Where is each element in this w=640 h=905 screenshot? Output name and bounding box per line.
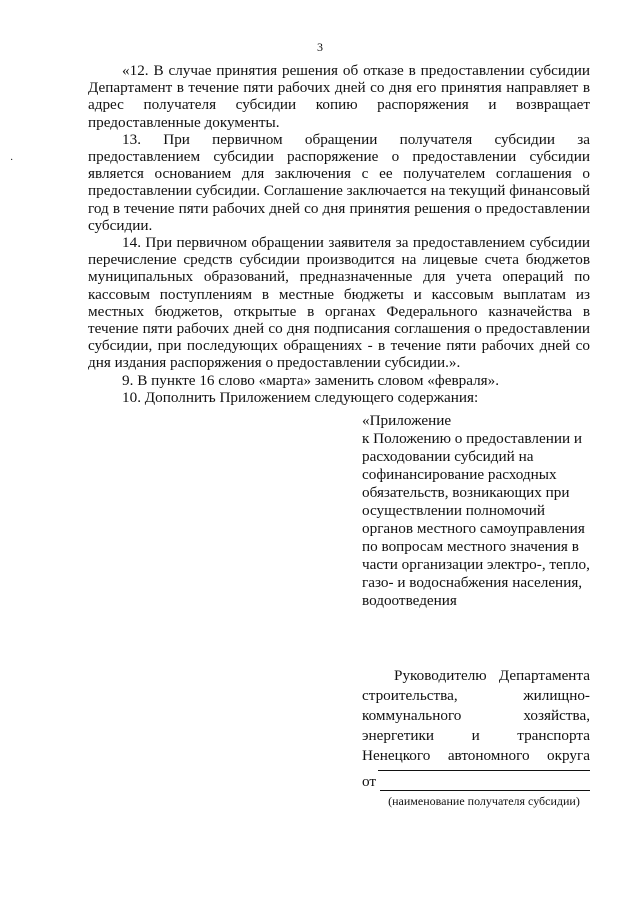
appendix-line: водоотведения (362, 592, 457, 609)
from-field (362, 773, 590, 791)
document-body (88, 62, 590, 406)
page-number: 3 (317, 40, 323, 54)
appendix-header (362, 412, 602, 610)
appendix-line: софинансирование расходных (362, 466, 557, 483)
item-9: 9. В пункте 16 слово «марта» заменить словом «февраля». (122, 371, 500, 389)
addressee-line: энергетики и транспорта (362, 727, 590, 744)
appendix-line: газо- и водоснабжения населения, (362, 574, 583, 591)
addressee-line: Ненецкого автономного округа (362, 747, 590, 764)
field-caption: (наименование получателя субсидии) (388, 794, 580, 808)
item-10: 10. Дополнить Приложением следующего содержания: (122, 388, 479, 406)
appendix-line: расходовании субсидий на (362, 448, 534, 465)
appendix-line: осуществлении полномочий (362, 502, 546, 519)
appendix-line: по вопросам местного значения в (362, 538, 579, 555)
appendix-line: органов местного самоуправления (362, 520, 585, 537)
paragraph-12: «12. В случае принятия решения об отказе в предоставлении субсидии Департамент в течение пяти рабочих дней со дня его принятия направляет в адрес получателя субсидии копию распоряжения и возвращает предоставленные документы. (88, 62, 590, 131)
scan-dot: · (10, 155, 14, 166)
addressee-block (362, 666, 590, 766)
from-label: от (362, 773, 377, 790)
addressee-line: коммунального хозяйства, (362, 707, 590, 724)
paragraph-13: 13. При первичном обращении получателя субсидии за предоставлением субсидии распоряжение о предоставлении субсидии является основанием для заключения с ее получателем соглашения о предоставлении субсидии. Соглашение заключается на текущий финансовый год в течение пяти рабочих дней со дня принятия решения о предоставлении субсидии. (88, 130, 590, 234)
appendix-line: «Приложение (362, 412, 452, 429)
blank-line-divider (378, 770, 590, 771)
paragraph-14: 14. При первичном обращении заявителя за предоставлением субсидии перечисление средств субсидии производится на лицевые счета бюджетов муниципальных образований, предназначенные для учета операций по кассовым поступлениям в местные бюджеты и кассовым выплатам из местных бюджетов, открытые в органах Федерального казначейства в течение пяти рабочих дней со дня подписания соглашения о предоставлении субсидии, при последующих обращениях - в течение пяти рабочих дней со дня издания распоряжения о предоставлении субсидии.». (88, 234, 590, 372)
appendix-line: обязательств, возникающих при (362, 484, 570, 501)
appendix-line: к Положению о предоставлении и (362, 430, 583, 447)
appendix-line: части организации электро-, тепло, (362, 556, 590, 573)
addressee-line: строительства, жилищно- (362, 687, 590, 704)
addressee-line: Руководителю Департамента (394, 667, 590, 684)
recipient-name-blank (380, 776, 590, 791)
